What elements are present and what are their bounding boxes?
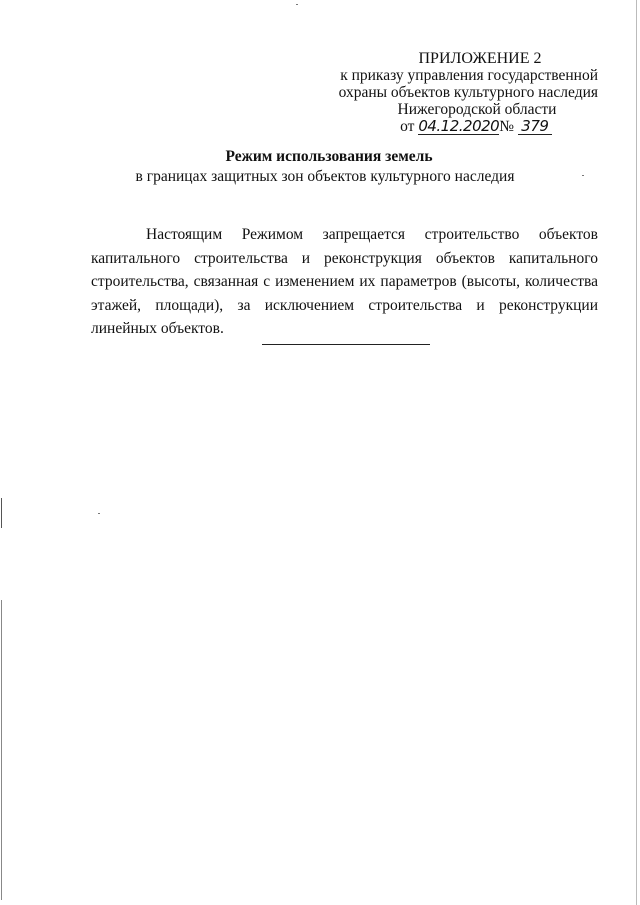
number-prefix: №: [499, 118, 514, 135]
scan-speck: [98, 513, 100, 514]
appendix-date-line: [300, 118, 618, 135]
appendix-order-line: к приказу управления государственной: [340, 67, 598, 84]
appendix-header: [300, 50, 618, 135]
appendix-title: ПРИЛОЖЕНИЕ 2: [418, 50, 542, 67]
date-prefix: от: [400, 118, 415, 135]
document-paragraph: Настоящим Режимом запрещается строительство объектов капитального строительства и реконструкция объектов капитального строительства, связанная с изменением их параметров (высоты, количества этажей, площади), за исключением строительства и реконструкции линейных объектов.: [91, 226, 598, 337]
scan-artifact: [636, 0, 637, 905]
document-title: Режим использования земель: [225, 148, 433, 165]
handwritten-date: 04.12.2020: [418, 117, 500, 135]
appendix-region-line: Нижегородской области: [397, 101, 557, 118]
document-title-block: [0, 148, 640, 186]
scan-speck: [296, 4, 298, 5]
document-subtitle: в границах защитных зон объектов культурного наследия: [135, 168, 515, 185]
appendix-authority-line: охраны объектов культурного наследия: [338, 84, 598, 101]
scan-artifact: [1, 600, 2, 900]
scan-artifact: [1, 498, 2, 528]
handwritten-number: 379: [518, 119, 552, 135]
closing-divider: [262, 344, 430, 345]
